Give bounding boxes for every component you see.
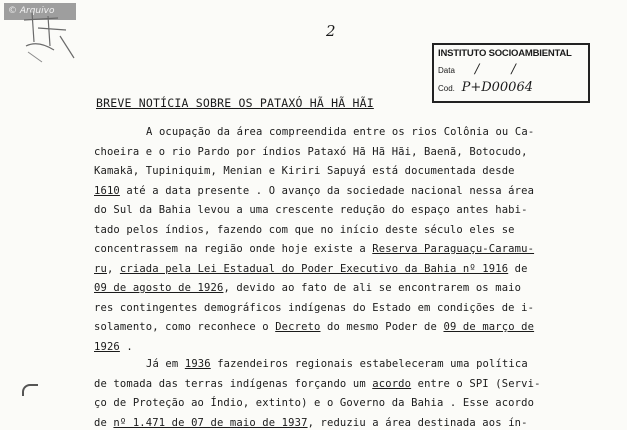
margin-hole-mark: [22, 384, 38, 396]
stamp-code-value: P+D00064: [461, 80, 533, 95]
stamp-date-value: / /: [474, 62, 530, 77]
text-line: [146, 126, 534, 138]
text-line: [94, 321, 534, 333]
text-segment: , devido ao fato de ali se encontrarem os maio: [223, 282, 522, 294]
stamp-code-row: [438, 80, 584, 95]
underlined-phrase: 09 de março de: [443, 321, 535, 333]
text-segment: até a data presente . O avanço da sociedade nacional nessa área: [119, 184, 535, 197]
document-title: BREVE NOTÍCIA SOBRE OS PATAXÓ HÃ HÃ HÃI: [96, 96, 374, 110]
text-line: [94, 243, 534, 255]
underlined-phrase: 1926: [94, 340, 120, 353]
stamp-date-label: Data: [438, 66, 455, 75]
text-line: [94, 185, 534, 197]
text-line: [94, 146, 528, 158]
text-segment: do Sul da Bahia levou a uma crescente redução do espaço antes habi-: [94, 204, 528, 216]
text-line: [94, 165, 515, 177]
text-line: [94, 341, 133, 353]
text-segment: fazendeiros regionais estabeleceram uma política: [210, 358, 528, 370]
text-segment: A ocupação da área compreendida entre os rios Colônia ou Ca-: [146, 126, 535, 138]
underlined-phrase: acordo: [372, 377, 412, 390]
stamp-title: INSTITUTO SOCIOAMBIENTAL: [438, 48, 572, 59]
underlined-phrase: Decreto: [275, 321, 321, 333]
underlined-phrase: Reserva Paraguaçu-Caramu-: [372, 243, 535, 255]
text-segment: tado pelos índios, fazendo com que no início deste século eles se: [94, 223, 515, 236]
handwritten-scribble-mark: [18, 6, 78, 64]
stamp-date-row: [438, 62, 584, 77]
text-segment: do mesmo Poder de: [320, 321, 444, 333]
text-segment: de: [94, 416, 114, 429]
text-segment: Já em: [146, 358, 185, 370]
text-segment: entre o SPI (Servi-: [411, 377, 541, 390]
text-segment: ço de Proteção ao Índio, extinto) e o Governo da Bahia . Esse acordo: [94, 397, 535, 409]
text-segment: choeira e o rio Pardo por índios Pataxó Hã Hã Hãi, Baenã, Botocudo,: [94, 145, 528, 158]
text-segment: concentrassem na região onde hoje existe a: [94, 243, 373, 255]
text-line: [146, 358, 528, 370]
underlined-phrase: 1936: [184, 358, 211, 370]
text-line: [94, 204, 528, 216]
underlined-phrase: 09 de agosto de 1926: [94, 282, 224, 294]
underlined-phrase: ru: [94, 262, 107, 275]
page-number: 2: [326, 22, 336, 40]
underlined-phrase: criada pela Lei Estadual do Poder Executivo da Bahia nº 1916: [119, 262, 509, 275]
text-segment: .: [119, 340, 133, 353]
text-line: [94, 378, 541, 390]
text-segment: solamento, como reconhece o: [94, 321, 276, 333]
stamp-code-label: Cod.: [438, 84, 455, 93]
text-segment: de tomada das terras indígenas forçando um: [94, 377, 373, 390]
text-line: [94, 263, 528, 275]
text-segment: Kamakã, Tupiniquim, Menian e Kiriri Sapuyá está documentada desde: [94, 165, 515, 177]
text-line: [94, 417, 528, 429]
text-line: [94, 224, 515, 236]
scan-source-tab: © Arquivo: [4, 3, 76, 20]
text-segment: ,: [106, 262, 120, 275]
underlined-phrase: 1610: [94, 184, 120, 197]
text-segment: res contingentes demográficos indígenas do Estado em condições de i-: [94, 301, 535, 314]
text-line: [94, 302, 534, 314]
text-segment: , reduziu a área destinada aos ín-: [307, 416, 528, 429]
archive-stamp: [432, 43, 590, 103]
underlined-phrase: nº 1.471 de 07 de maio de 1937: [113, 416, 308, 429]
text-line: [94, 282, 521, 294]
text-line: [94, 397, 534, 409]
text-segment: de: [508, 262, 528, 275]
